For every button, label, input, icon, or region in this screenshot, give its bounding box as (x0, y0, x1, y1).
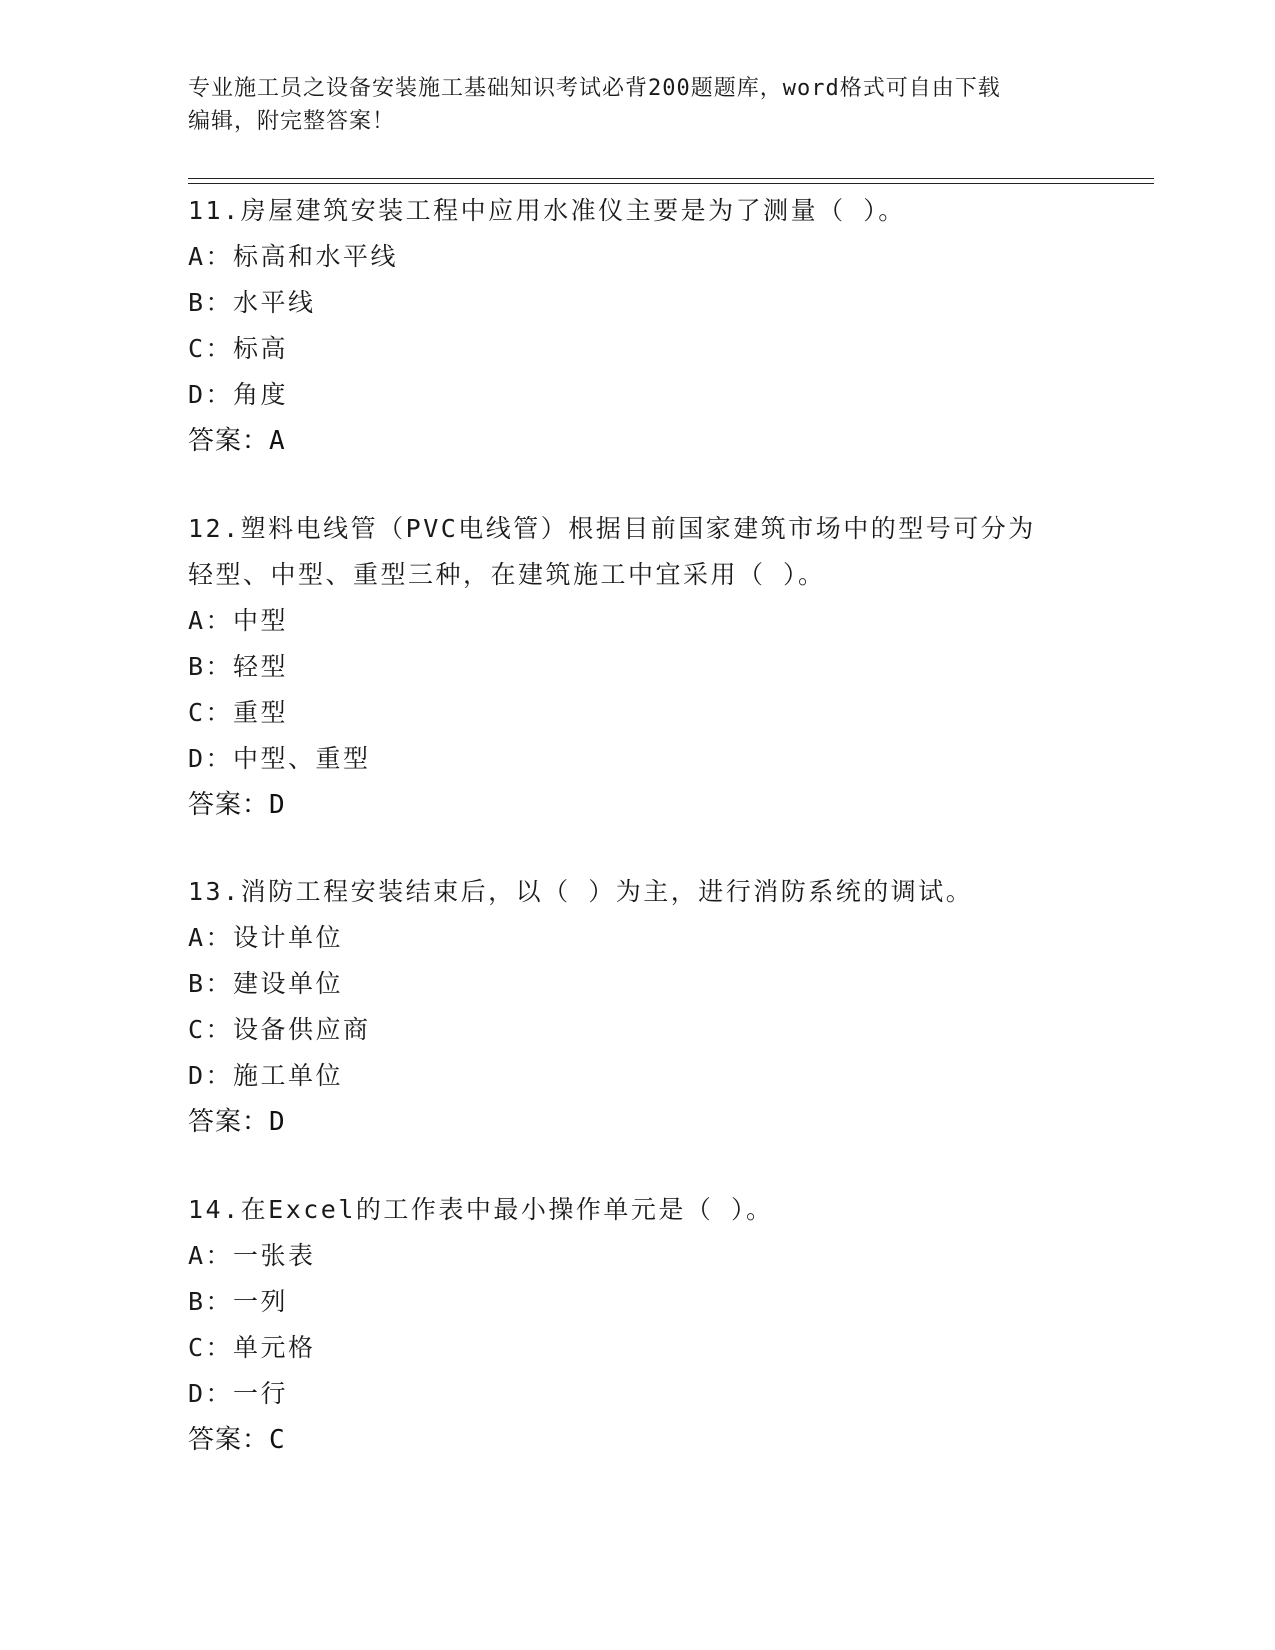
answer-line (188, 1417, 1088, 1463)
option-a: A：设计单位 (188, 923, 344, 952)
question-13 (188, 869, 1088, 1145)
answer-value: C (269, 1425, 286, 1455)
answer-label: 答案： (188, 426, 270, 456)
question-12 (188, 506, 1088, 828)
question-stem: 12.塑料电线管（PVC电线管）根据目前国家建筑市场中的型号可分为 (188, 514, 1036, 543)
option-c: C：单元格 (188, 1333, 316, 1362)
question-stem: 11.房屋建筑安装工程中应用水准仪主要是为了测量（ ）。 (188, 196, 906, 225)
option-c: C：设备供应商 (188, 1015, 371, 1044)
question-stem: 13.消防工程安装结束后，以（ ）为主，进行消防系统的调试。 (188, 877, 974, 906)
option-c: C：重型 (188, 698, 289, 727)
option-a: A：一张表 (188, 1241, 316, 1270)
answer-line (188, 418, 1088, 464)
answer-line (188, 1099, 1088, 1145)
option-b: B：水平线 (188, 288, 316, 317)
option-b: B：建设单位 (188, 969, 344, 998)
option-a: A：标高和水平线 (188, 242, 399, 271)
option-d: D：中型、重型 (188, 744, 371, 773)
question-stem: 14.在Excel的工作表中最小操作单元是（ ）。 (188, 1195, 774, 1224)
option-c: C：标高 (188, 334, 289, 363)
answer-value: D (269, 790, 286, 820)
answer-value: A (269, 426, 286, 456)
option-d: D：一行 (188, 1379, 289, 1408)
question-11 (188, 188, 1088, 464)
answer-label: 答案： (188, 1107, 270, 1137)
option-a: A：中型 (188, 606, 289, 635)
answer-line (188, 782, 1088, 828)
answer-label: 答案： (188, 790, 270, 820)
document-header (188, 72, 1088, 138)
header-divider-top (188, 178, 1154, 179)
option-b: B：一列 (188, 1287, 289, 1316)
answer-value: D (269, 1107, 286, 1137)
option-b: B：轻型 (188, 652, 289, 681)
header-divider-bottom (188, 183, 1154, 184)
question-14 (188, 1187, 1088, 1463)
header-line-2: 编辑，附完整答案！ (188, 109, 396, 134)
answer-label: 答案： (188, 1425, 270, 1455)
option-d: D：施工单位 (188, 1061, 344, 1090)
option-d: D：角度 (188, 380, 289, 409)
question-stem-continued: 轻型、中型、重型三种，在建筑施工中宜采用（ ）。 (188, 560, 826, 589)
header-line-1: 专业施工员之设备安装施工基础知识考试必背200题题库，word格式可自由下载 (188, 76, 1001, 101)
